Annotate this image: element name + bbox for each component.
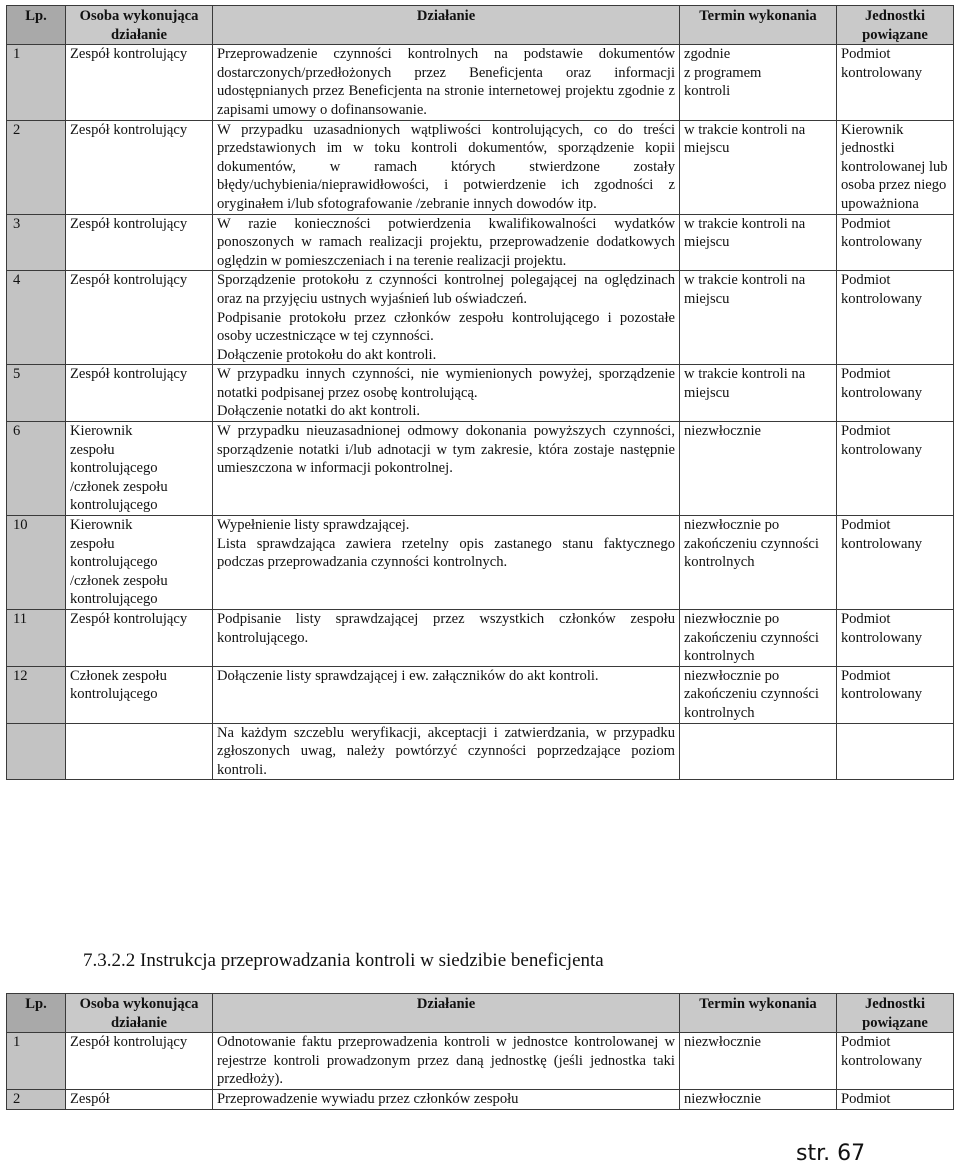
table-row [7, 365, 954, 422]
cell-termin: w trakcie kontroli na miejscu [680, 365, 837, 422]
header-lp: Lp. [7, 994, 66, 1033]
cell-jednostki: Podmiot kontrolowany [837, 422, 954, 516]
cell-lp: 1 [7, 1033, 66, 1090]
cell-termin: w trakcie kontroli na miejscu [680, 120, 837, 214]
table-row [7, 422, 954, 516]
table-row [7, 723, 954, 780]
header-osoba: Osoba wykonująca działanie [66, 994, 213, 1033]
cell-dzialanie [213, 666, 680, 723]
cell-dzialanie [213, 1033, 680, 1090]
table-row [7, 516, 954, 610]
cell-dzialanie [213, 516, 680, 610]
cell-dzialanie [213, 120, 680, 214]
cell-termin: niezwłocznie po zakończeniu czynności kontrolnych [680, 610, 837, 667]
table-row [7, 610, 954, 667]
cell-osoba: Zespół [66, 1089, 213, 1109]
header-lp: Lp. [7, 6, 66, 45]
cell-dzialanie [213, 1089, 680, 1109]
cell-osoba: Zespół kontrolujący [66, 610, 213, 667]
cell-termin: niezwłocznie [680, 1033, 837, 1090]
cell-osoba: Zespół kontrolujący [66, 365, 213, 422]
header-dzialanie: Działanie [213, 994, 680, 1033]
header-osoba: Osoba wykonująca działanie [66, 6, 213, 45]
cell-osoba [66, 723, 213, 780]
cell-osoba: Zespół kontrolujący [66, 271, 213, 365]
action-paragraph: Odnotowanie faktu przeprowadzenia kontroli w jednostce kontrolowanej w rejestrze kontroli prowadzonym przez daną jednostkę (jeśli jednostka taki przedłoży). [217, 1034, 675, 1088]
cell-dzialanie [213, 610, 680, 667]
table-body [7, 45, 954, 780]
cell-jednostki: Podmiot kontrolowany [837, 271, 954, 365]
cell-osoba: Zespół kontrolujący [66, 1033, 213, 1090]
table-row [7, 214, 954, 271]
cell-dzialanie [213, 45, 680, 120]
action-paragraph: Dołączenie listy sprawdzającej i ew. załączników do akt kontroli. [217, 667, 599, 684]
header-jednostki: Jednostki powiązane [837, 994, 954, 1033]
table-header-row [7, 6, 954, 45]
cell-termin: niezwłocznie po zakończeniu czynności kontrolnych [680, 516, 837, 610]
table-body [7, 1033, 954, 1109]
cell-lp: 10 [7, 516, 66, 610]
table-header-row [7, 994, 954, 1033]
cell-jednostki: Podmiot kontrolowany [837, 45, 954, 120]
control-activities-table [6, 5, 954, 780]
action-paragraph: Przeprowadzenie czynności kontrolnych na podstawie dokumentów dostarczonych/przedłożonych przez Beneficjenta oraz informacji udostępnianych przez Beneficjenta na stronie internetowej projektu zgodnie z zapisami umowy o dofinansowanie. [217, 46, 675, 118]
cell-jednostki [837, 723, 954, 780]
cell-termin [680, 723, 837, 780]
cell-lp: 5 [7, 365, 66, 422]
action-paragraph: W przypadku uzasadnionych wątpliwości kontrolujących, co do treści przedstawionych im w toku kontroli dokumentów, sporządzenie kopii dokumentów, w ramach których stwierdzone zostały błędy/uchybienia/nieprawidłowości, i potwierdzenie ich zgodności z oryginałem i/lub sfotografowanie /zebranie innych dowodów itp. [217, 121, 675, 212]
cell-lp: 2 [7, 120, 66, 214]
cell-osoba: Zespół kontrolujący [66, 214, 213, 271]
cell-jednostki: Podmiot kontrolowany [837, 214, 954, 271]
cell-termin: niezwłocznie [680, 422, 837, 516]
action-paragraph: Dołączenie notatki do akt kontroli. [217, 403, 421, 420]
cell-termin: niezwłocznie [680, 1089, 837, 1109]
cell-osoba: Zespół kontrolujący [66, 45, 213, 120]
cell-lp: 6 [7, 422, 66, 516]
cell-lp [7, 723, 66, 780]
cell-jednostki: Podmiot [837, 1089, 954, 1109]
header-termin: Termin wykonania [680, 6, 837, 45]
action-paragraph: Podpisanie protokołu przez członków zespołu kontrolującego i pozostałe osoby uczestniczące w tej czynności. [217, 309, 675, 345]
table-row [7, 45, 954, 120]
section-heading: 7.3.2.2 Instrukcja przeprowadzania kontroli w siedzibie beneficjenta [83, 950, 604, 971]
action-paragraph: Wypełnienie listy sprawdzającej. [217, 517, 410, 534]
cell-lp: 1 [7, 45, 66, 120]
cell-termin: w trakcie kontroli na miejscu [680, 271, 837, 365]
action-paragraph: Sporządzenie protokołu z czynności kontrolnej polegającej na oględzinach oraz na przyjęciu ustnych wyjaśnień lub oświadczeń. [217, 272, 675, 307]
cell-jednostki: Podmiot kontrolowany [837, 610, 954, 667]
cell-lp: 3 [7, 214, 66, 271]
action-paragraph: Dołączenie protokołu do akt kontroli. [217, 346, 437, 363]
action-paragraph: W przypadku innych czynności, nie wymienionych powyżej, sporządzenie notatki podpisanej przez osobę kontrolującą. [217, 366, 675, 401]
action-paragraph: W razie konieczności potwierdzenia kwalifikowalności wydatków ponoszonych w ramach realizacji projektu, przeprowadzenie dodatkowych oględzin w pomieszczeniach i na terenie realizacji projektu. [217, 215, 675, 269]
cell-termin: zgodnie z programem kontroli [680, 45, 837, 120]
table-row [7, 666, 954, 723]
table-row [7, 1033, 954, 1090]
page-number: str. 67 [796, 1141, 866, 1166]
cell-dzialanie [213, 365, 680, 422]
cell-termin: w trakcie kontroli na miejscu [680, 214, 837, 271]
cell-dzialanie [213, 271, 680, 365]
cell-lp: 4 [7, 271, 66, 365]
cell-lp: 11 [7, 610, 66, 667]
action-paragraph: W przypadku nieuzasadnionej odmowy dokonania powyższych czynności, sporządzenie notatki i/lub adnotacji w tym zakresie, która zostaje następnie umieszczona w informacji pokontrolnej. [217, 423, 675, 477]
action-paragraph: Na każdym szczeblu weryfikacji, akceptacji i zatwierdzania, w przypadku zgłoszonych uwag, należy powtórzyć czynności poprzedzające poziom kontroli. [217, 724, 675, 778]
header-jednostki: Jednostki powiązane [837, 6, 954, 45]
action-paragraph: Podpisanie listy sprawdzającej przez wszystkich członków zespołu kontrolującego. [217, 611, 675, 646]
cell-osoba: Zespół kontrolujący [66, 120, 213, 214]
header-termin: Termin wykonania [680, 994, 837, 1033]
cell-jednostki: Podmiot kontrolowany [837, 1033, 954, 1090]
cell-dzialanie [213, 422, 680, 516]
cell-jednostki: Podmiot kontrolowany [837, 666, 954, 723]
cell-dzialanie [213, 723, 680, 780]
cell-jednostki: Podmiot kontrolowany [837, 365, 954, 422]
cell-lp: 12 [7, 666, 66, 723]
cell-lp: 2 [7, 1089, 66, 1109]
table-row [7, 1089, 954, 1109]
cell-jednostki: Kierownik jednostki kontrolowanej lub osoba przez niego upoważniona [837, 120, 954, 214]
cell-osoba: Członek zespołu kontrolującego [66, 666, 213, 723]
table-row [7, 271, 954, 365]
cell-jednostki: Podmiot kontrolowany [837, 516, 954, 610]
action-paragraph: Lista sprawdzająca zawiera rzetelny opis zastanego stanu faktycznego podczas przeprowadzania czynności kontrolnych. [217, 535, 675, 571]
site-control-table [6, 993, 954, 1110]
cell-dzialanie [213, 214, 680, 271]
cell-termin: niezwłocznie po zakończeniu czynności kontrolnych [680, 666, 837, 723]
table-row [7, 120, 954, 214]
cell-osoba: Kierownik zespołu kontrolującego /członek zespołu kontrolującego [66, 516, 213, 610]
cell-osoba: Kierownik zespołu kontrolującego /członek zespołu kontrolującego [66, 422, 213, 516]
header-dzialanie: Działanie [213, 6, 680, 45]
action-paragraph: Przeprowadzenie wywiadu przez członków zespołu [217, 1090, 519, 1107]
